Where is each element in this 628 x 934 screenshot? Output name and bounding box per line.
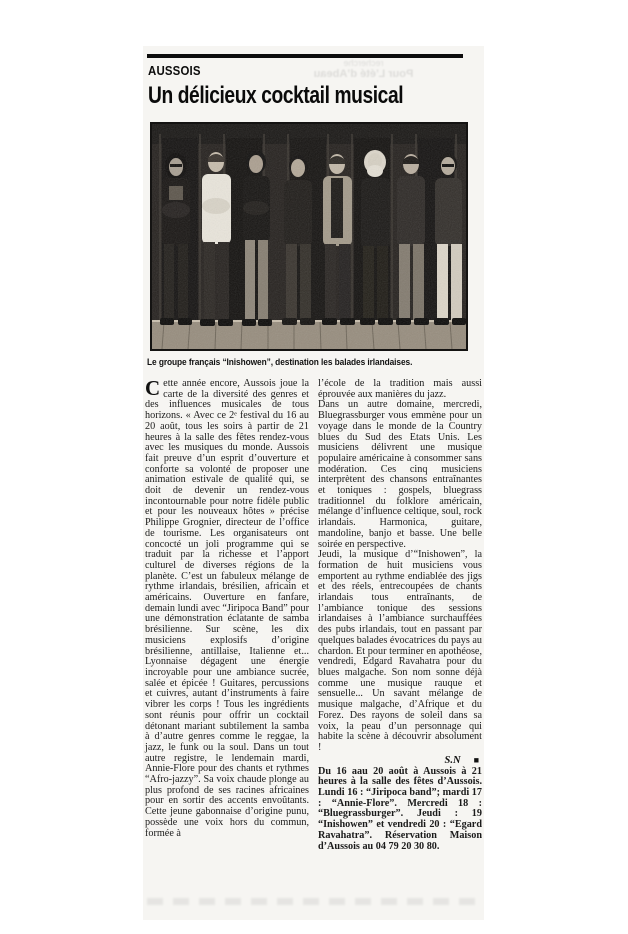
band-photo bbox=[150, 122, 468, 351]
drop-cap: C bbox=[145, 376, 161, 400]
paragraph: Dans un autre domaine, mercredi, Bluegrassburger vous emmène pour un voyage dans le monde de la Country blues du Sud des Etats Unis. Les musiciens délivrent une musique populaire américaine à consommer sans modération. Ces cinq musiciens interprètent des chansons entraînantes et toniques : gospels, bluegrass traditionnel du folklore américain, mélange d’influence celtique, soul, rock irlandais. Harmonica, guitare, mandoline, banjo et basse. Une belle soirée en perspective. bbox=[318, 399, 482, 550]
ghost-showthrough-text bbox=[261, 58, 466, 80]
ghost-showthrough-smudge bbox=[147, 898, 479, 905]
author-signature bbox=[318, 755, 482, 766]
column-right bbox=[318, 379, 482, 852]
ghost-line: Pour L’été d’Abeau bbox=[313, 68, 414, 80]
headline: Un délicieux cocktail musical bbox=[148, 82, 404, 109]
section-kicker: AUSSOIS bbox=[148, 63, 201, 78]
paragraph: l’école de la tradition mais aussi éprouvée aux manières du jazz. bbox=[318, 378, 482, 400]
practical-info-paragraph: Du 16 aau 20 août à Aussois à 21 heures à la salle des fêtes d’Aussois. Lundi 16 : “Jiripoca band”; mardi 17 : “Annie-Flore”. Mercredi 18 : “Bluegrassburger”. Jeudi : 19 “Inishowen” et vendredi 20 : “Egard Ravahatra”. Réservation Maison d’Aussois au 04 79 20 30 80. bbox=[318, 765, 482, 852]
filled-square-icon: ■ bbox=[473, 754, 479, 765]
photo-caption: Le groupe français “Inishowen”, destination les balades irlandaises. bbox=[147, 357, 413, 368]
top-rule bbox=[147, 54, 463, 58]
paragraph: Jeudi, la musique d’“Inishowen”, la formation de huit musiciens vous emportent au rythme endiablée des jigs et des réels, entrecoupées de chants irlandais tous entraînants, de l’ambiance tonique des sessions irlandaises à l’ambiance surchauffées des pubs irlandais, tout en passant par quelques balades évocatrices du pays au chardon. Et pour terminer en apothéose, vendredi, Edgard Ravahatra pour du blues malgache. Son nom sonne déjà comme une musique rauque et sensuelle... Un savant mélange de musique malgache, d’Afrique et du Forez. Des rayons de soleil dans sa voix, la peau d’un personnage qui habite la scène à découvrir absolument ! bbox=[318, 549, 482, 753]
column-left bbox=[145, 376, 309, 852]
paragraph bbox=[145, 376, 309, 839]
article-clipping bbox=[143, 46, 484, 920]
body-columns bbox=[145, 376, 482, 852]
ghost-line: recherche bbox=[343, 58, 384, 68]
band-photo-illustration bbox=[152, 124, 466, 349]
author-initials: S.N bbox=[444, 754, 461, 766]
body-text: ette année encore, Aussois joue la carte de la diversité des genres et des influences musicales de tous horizons. « Avec ce 2ᵉ festival du 16 au 20 août, tous les soirs à partir de 21 heures à la salle des fêtes rendez-vous avec les musiques du monde. Aussois fait preuve d’un esprit d’ouverture et conforte sa volonté de proposer une animation estivale de qualité qui, se doit de devenir un rendez-vous incontournable pour notre fidèle public et pour les nouveaux hôtes » précise Philippe Grognier, directeur de l’office de tourisme. Les organisateurs ont concocté un joli programme qui se traduit par la richesse et l’apport culturel de diverses régions de la planète. C’est un fabuleux mélange de rythme irlandais, brésilien, africain et américains. Ouverture en fanfare, demain lundi avec “Jiripoca Band” pour une démonstration éclatante de samba brésilienne. Sur scène, les dix musiciens explosifs d’origine brésilienne, antillaise, Italienne et... Lyonnaise dégagent une énergie incroyable pour une ambiance sucrée, salée et épicée ! Guitares, percussions et cuivres, autant d’instruments à faire vibrer les corps ! Tous les ingrédients sont réunis pour offrir un cocktail détonant mariant subtilement la samba à d’autre genres comme le reggae, la jazz, le funk ou la soul. Dans un tout autre registre, le lendemain mardi, Annie-Flore pour des chants et rythmes “Afro-jazzy”. Sa voix chaude plonge au plus profond de ses racines africaines pour en sortir des accents envoûtants. Cette jeune gabonnaise d’origine punu, possède une voix hors du commun, formée à bbox=[145, 378, 309, 839]
